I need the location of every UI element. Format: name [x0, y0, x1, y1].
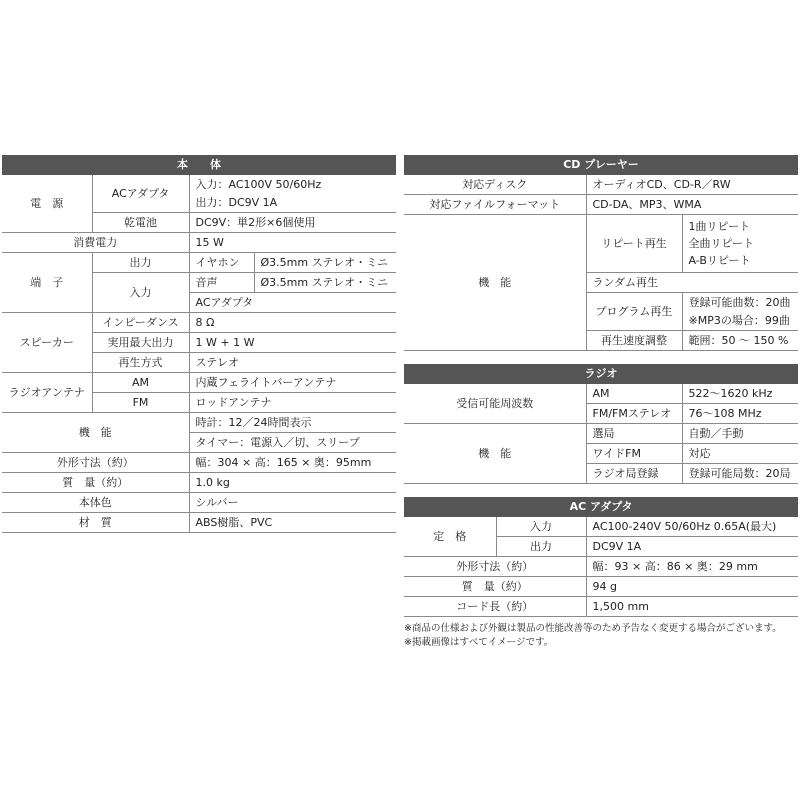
antenna-fm-value: ロッドアンテナ — [189, 393, 396, 413]
power-ac-label: ACアダプタ — [92, 175, 189, 213]
ac-spec-header: AC アダプタ — [404, 498, 798, 517]
antenna-am-value: 内蔵フェライトバーアンテナ — [189, 373, 396, 393]
speaker-playback-value: ステレオ — [189, 353, 396, 373]
power-ac-value — [189, 175, 396, 213]
cd-repeat-values — [682, 215, 798, 273]
terminal-out-value: Ø3.5mm ステレオ・ミニ — [254, 253, 396, 273]
cd-program-label: プログラム再生 — [586, 293, 682, 331]
ac-input-value: AC100-240V 50/60Hz 0.65A(最大) — [586, 517, 798, 537]
speaker-impedance-label: インピーダンス — [92, 313, 189, 333]
radio-tuning-label: 選局 — [586, 424, 682, 444]
ac-spec-table — [404, 497, 798, 617]
speaker-max-output-label: 実用最大出力 — [92, 333, 189, 353]
power-battery-value: DC9V：単2形×6個使用 — [189, 213, 396, 233]
radio-fm-value: 76〜108 MHz — [682, 404, 798, 424]
consumption-label: 消費電力 — [2, 233, 189, 253]
footnotes — [404, 622, 798, 651]
main-function-label: 機 能 — [2, 413, 189, 453]
ac-input-label: 入力 — [496, 517, 586, 537]
cd-repeat-label: リピート再生 — [586, 215, 682, 273]
radio-widefm-label: ワイドFM — [586, 444, 682, 464]
antenna-am-label: AM — [92, 373, 189, 393]
radio-am-value: 522〜1620 kHz — [682, 384, 798, 404]
ac-weight-value: 94 g — [586, 577, 798, 597]
main-color-value: シルバー — [189, 493, 396, 513]
cd-program-values — [682, 293, 798, 331]
radio-spec-table — [404, 364, 798, 484]
cd-spec-header: CD プレーヤー — [404, 156, 798, 175]
main-color-label: 本体色 — [2, 493, 189, 513]
footnote-spec-change: ※商品の仕様および外観は製品の性能改善等のため予告なく変更する場合がございます。 — [404, 623, 782, 634]
terminal-label: 端 子 — [2, 253, 92, 313]
power-battery-label: 乾電池 — [92, 213, 189, 233]
radio-am-label: AM — [586, 384, 682, 404]
main-function-clock: 時計：12／24時間表示 — [189, 413, 396, 433]
ac-cord-label: コード長（約） — [404, 597, 586, 617]
consumption-value: 15 W — [189, 233, 396, 253]
ac-output-value: DC9V 1A — [586, 537, 798, 557]
cd-format-label: 対応ファイルフォーマット — [404, 195, 586, 215]
radio-function-label: 機 能 — [404, 424, 586, 484]
main-dimensions-label: 外形寸法（約） — [2, 453, 189, 473]
ac-dimensions-value: 幅：93 × 高：86 × 奥：29 mm — [586, 557, 798, 577]
radio-tuning-value: 自動／手動 — [682, 424, 798, 444]
cd-function-label: 機 能 — [404, 215, 586, 351]
cd-repeat-one: 1曲リピート — [688, 219, 751, 233]
radio-freq-label: 受信可能周波数 — [404, 384, 586, 424]
cd-speed-value: 範囲：50 〜 150 % — [682, 331, 798, 351]
ac-output-label: 出力 — [496, 537, 586, 557]
antenna-fm-label: FM — [92, 393, 189, 413]
main-dimensions-value: 幅：304 × 高：165 × 奥：95mm — [189, 453, 396, 473]
radio-widefm-value: 対応 — [682, 444, 798, 464]
speaker-impedance-value: 8 Ω — [189, 313, 396, 333]
terminal-out-label: 出力 — [92, 253, 189, 273]
speaker-label: スピーカー — [2, 313, 92, 373]
main-weight-label: 質 量（約） — [2, 473, 189, 493]
radio-fm-label: FM/FMステレオ — [586, 404, 682, 424]
speaker-playback-label: 再生方式 — [92, 353, 189, 373]
ac-dimensions-label: 外形寸法（約） — [404, 557, 586, 577]
radio-spec-header: ラジオ — [404, 365, 798, 384]
terminal-in-value: Ø3.5mm ステレオ・ミニ — [254, 273, 396, 293]
radio-preset-label: ラジオ局登録 — [586, 464, 682, 484]
cd-disc-value: オーディオCD、CD-R／RW — [586, 175, 798, 195]
main-spec-table — [2, 155, 396, 533]
cd-disc-label: 対応ディスク — [404, 175, 586, 195]
ac-rating-label: 定 格 — [404, 517, 496, 557]
footnote-image: ※掲載画像はすべてイメージです。 — [404, 637, 554, 649]
radio-preset-value: 登録可能局数：20局 — [682, 464, 798, 484]
cd-program-count: 登録可能曲数：20曲 — [688, 296, 791, 310]
cd-format-value: CD-DA、MP3、WMA — [586, 195, 798, 215]
main-spec-header: 本 体 — [2, 156, 396, 175]
cd-speed-label: 再生速度調整 — [586, 331, 682, 351]
terminal-in-label: 入力 — [92, 273, 189, 313]
power-label: 電 源 — [2, 175, 92, 233]
cd-spec-table — [404, 155, 798, 351]
ac-weight-label: 質 量（約） — [404, 577, 586, 597]
ac-cord-value: 1,500 mm — [586, 597, 798, 617]
main-function-timer: タイマー：電源入／切、スリープ — [189, 433, 396, 453]
main-material-label: 材 質 — [2, 513, 189, 533]
cd-repeat-all: 全曲リピート — [688, 236, 755, 250]
cd-repeat-ab: A-Bリピート — [688, 254, 751, 268]
main-material-value: ABS樹脂、PVC — [189, 513, 396, 533]
cd-program-mp3: ※MP3の場合：99曲 — [688, 313, 790, 327]
antenna-label: ラジオアンテナ — [2, 373, 92, 413]
terminal-in-sub: 音声 — [189, 273, 254, 293]
power-ac-output: 出力：DC9V 1A — [195, 195, 278, 209]
cd-random-label: ランダム再生 — [586, 273, 798, 293]
power-ac-input: 入力：AC100V 50/60Hz — [195, 178, 322, 192]
main-weight-value: 1.0 kg — [189, 473, 396, 493]
speaker-max-output-value: 1 W + 1 W — [189, 333, 396, 353]
terminal-out-sub: イヤホン — [189, 253, 254, 273]
terminal-in-value2: ACアダプタ — [189, 293, 396, 313]
